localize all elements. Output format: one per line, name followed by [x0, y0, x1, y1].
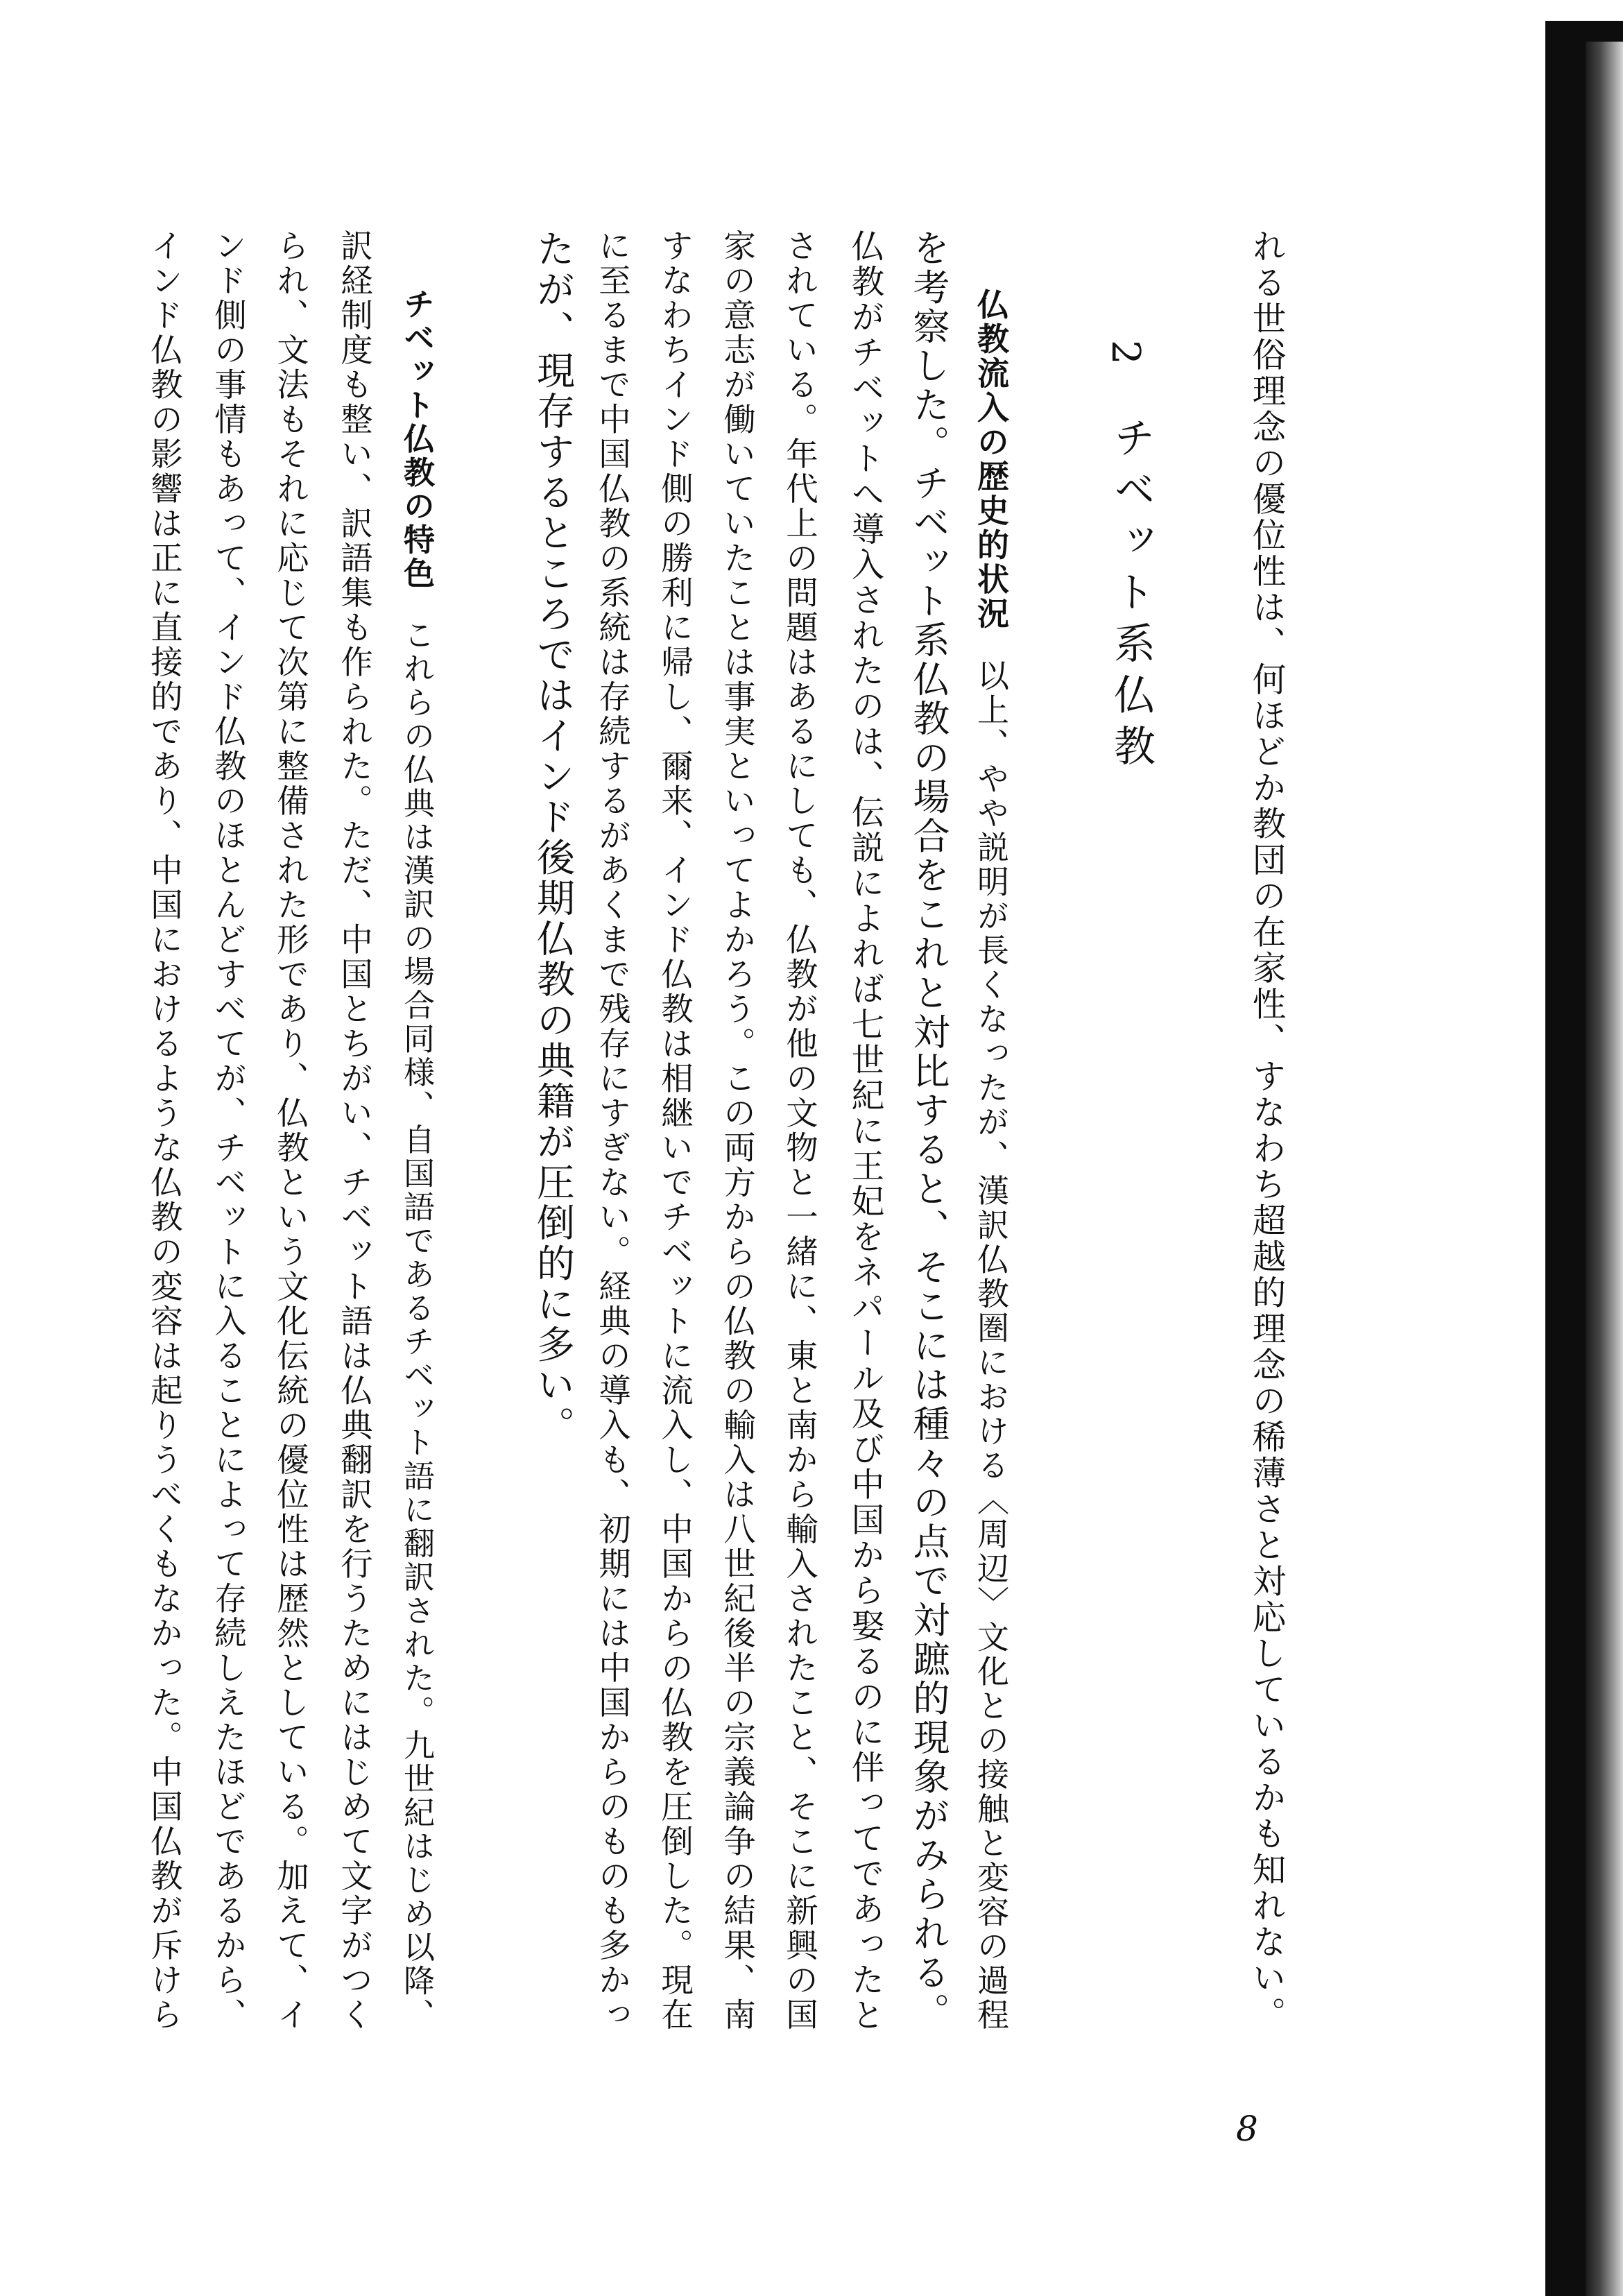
- para2-line-3: られ、文法もそれに応じて次第に整備された形であり、仏教という文化伝統の優位性は歴然としている。加えて、イ: [272, 229, 309, 2032]
- para1-heading: 仏教流入の歴史的状況: [972, 288, 1010, 631]
- page-number: 8: [1236, 2109, 1258, 2149]
- para2-line-5: インド仏教の影響は正に直接的であり、中国におけるような仏教の変容は起りうべくもなかった。中国仏教が斥けら: [146, 229, 183, 2032]
- para2-line-2: 訳経制度も整い、訳語集も作られた。ただ、中国とちがい、チベット語は仏典翻訳を行うためにはじめて文字がつく: [336, 229, 373, 2032]
- section-title: チベット系仏教: [1107, 416, 1156, 776]
- para2-line-4: ンド側の事情もあって、インド仏教のほとんどすべてが、チベットに入ることによって存続しえたほどであるから、: [209, 229, 247, 2032]
- para2-line-1: [394, 288, 439, 2032]
- para1-line-4: されている。年代上の問題はあるにしても、仏教が他の文物と一緒に、東と南から輸入されたこと、そこに新興の国: [781, 229, 818, 2032]
- page-edge-shadow: [1586, 42, 1623, 2296]
- para1-line-2: を考察した。チベット系仏教の場合をこれと対比すると、そこには種々の点で対蹠的現象がみられる。: [907, 229, 950, 2032]
- para1-line-1-text: 以上、やや説明が長くなったが、漢訳仏教圏における〈周辺〉文化との接触と変容の過程: [972, 659, 1010, 2032]
- para1-line-6: すなわちインド側の勝利に帰し、爾来、インド仏教は相継いでチベットに流入し、中国からの仏教を圧倒した。現在: [656, 229, 694, 2032]
- para1-line-5: 家の意志が働いていたことは事実といってよかろう。この両方からの仏教の輸入は八世紀後半の宗義論争の結果、南: [719, 229, 756, 2032]
- para1-line-7: に至るまで中国仏教の系統は存続するがあくまで残存にすぎない。経典の導入も、初期には中国からのものも多かっ: [594, 229, 631, 2032]
- para1-line-8: たが、現存するところではインド後期仏教の典籍が圧倒的に多い。: [531, 229, 575, 1446]
- carryover-line-1: れる世俗理念の優位性は、何ほどか教団の在家性、すなわち超越的理念の稀薄さと対応しているかも知れない。: [1246, 229, 1285, 2032]
- para2-heading: チベット仏教の特色: [398, 288, 435, 591]
- para1-line-1: [968, 288, 1014, 2032]
- para2-line-1-text: これらの仏典は漢訳の場合同様、自国語であるチベット語に翻訳された。九世紀はじめ以降、: [398, 618, 435, 2032]
- section-number: 2: [1103, 340, 1148, 365]
- para1-line-3: 仏教がチベットへ導入されたのは、伝説によれば七世紀に王妃をネパール及び中国から娶るのに伴ってであったと: [845, 229, 884, 2033]
